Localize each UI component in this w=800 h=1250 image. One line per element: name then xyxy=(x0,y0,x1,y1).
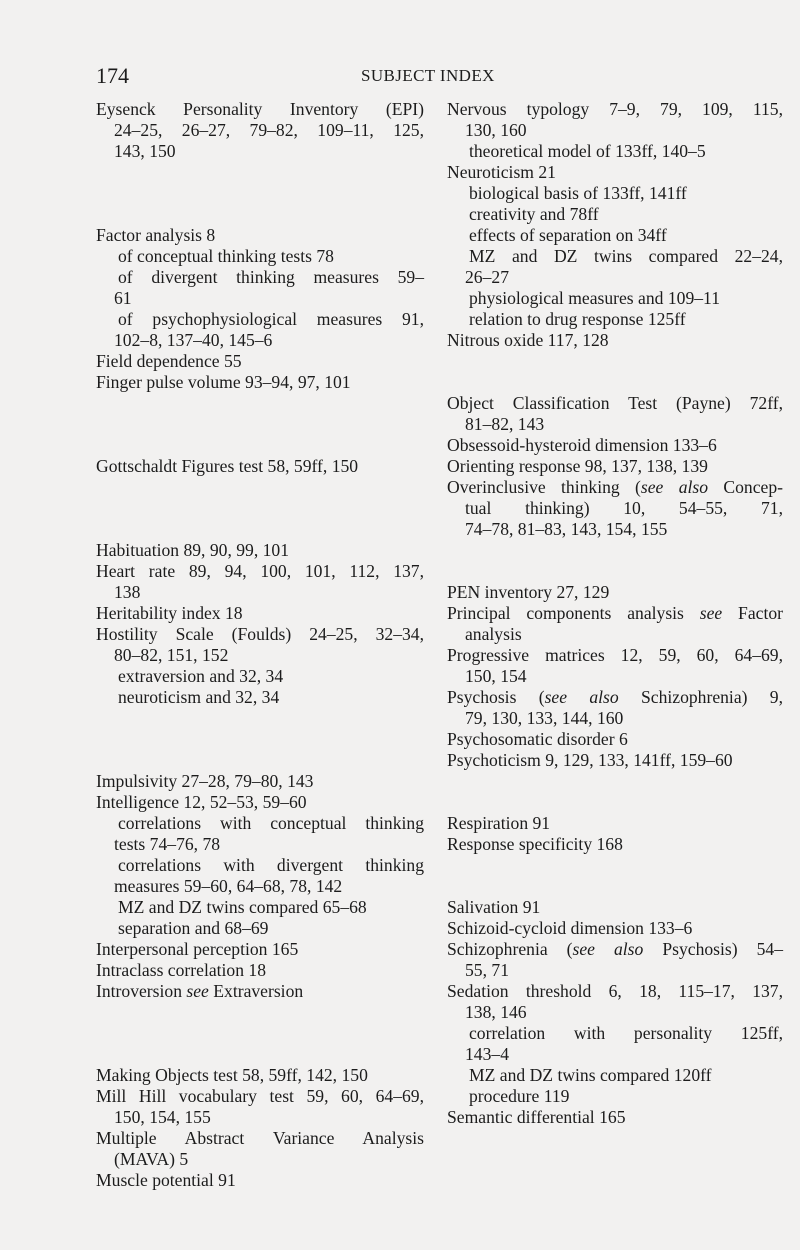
entry-spacer xyxy=(96,1044,424,1065)
entry-spacer xyxy=(447,876,783,897)
entry-spacer xyxy=(447,561,783,582)
entry-text: 143–4 xyxy=(465,1044,509,1064)
index-continuation xyxy=(447,267,783,288)
index-continuation xyxy=(447,498,783,519)
index-entry xyxy=(447,162,783,183)
entry-text: Response specificity 168 xyxy=(447,834,623,854)
entry-spacer xyxy=(96,183,424,204)
index-entry xyxy=(447,687,783,708)
index-entry xyxy=(96,1065,424,1086)
index-entry xyxy=(96,540,424,561)
index-continuation xyxy=(447,960,783,981)
entry-text: Factor analysis 8 xyxy=(96,225,216,245)
entry-text: procedure 119 xyxy=(469,1086,570,1106)
page-header xyxy=(96,63,756,93)
entry-text: 61 xyxy=(114,288,132,308)
entry-spacer xyxy=(96,1023,424,1044)
index-continuation xyxy=(96,120,424,141)
index-entry xyxy=(96,351,424,372)
index-entry xyxy=(447,750,783,771)
entry-text: biological basis of 133ff, 141ff xyxy=(469,183,687,203)
entry-text: Field dependence 55 xyxy=(96,351,242,371)
entry-text-after: Concep- xyxy=(708,477,783,497)
entry-text: Nitrous oxide 117, 128 xyxy=(447,330,609,350)
entry-text: Schizoid-cycloid dimension 133–6 xyxy=(447,918,693,938)
entry-text: Multiple Abstract Variance Analysis xyxy=(96,1128,424,1148)
index-subentry xyxy=(96,267,424,288)
index-continuation xyxy=(96,645,424,666)
index-entry xyxy=(447,330,783,351)
entry-text: Making Objects test 58, 59ff, 142, 150 xyxy=(96,1065,368,1085)
entry-text: 102–8, 137–40, 145–6 xyxy=(114,330,273,350)
entry-spacer xyxy=(96,162,424,183)
entry-text: creativity and 78ff xyxy=(469,204,599,224)
entry-text: 138, 146 xyxy=(465,1002,527,1022)
entry-text: 74–78, 81–83, 143, 154, 155 xyxy=(465,519,668,539)
entry-text: Interpersonal perception 165 xyxy=(96,939,299,959)
entry-spacer xyxy=(96,519,424,540)
entry-text: of divergent thinking measures 59– xyxy=(118,267,424,287)
entry-text: (MAVA) 5 xyxy=(114,1149,189,1169)
index-entry xyxy=(447,435,783,456)
index-continuation xyxy=(447,1044,783,1065)
index-subentry xyxy=(447,309,783,330)
entry-text: 130, 160 xyxy=(465,120,527,140)
entry-text: Psychosomatic disorder 6 xyxy=(447,729,628,749)
entry-text: Heart rate 89, 94, 100, 101, 112, 137, xyxy=(96,561,424,581)
entry-text: Obsessoid-hysteroid dimension 133–6 xyxy=(447,435,717,455)
entry-spacer xyxy=(447,372,783,393)
index-subentry xyxy=(96,246,424,267)
index-entry xyxy=(447,456,783,477)
entry-text-after: Psychosis) 54– xyxy=(643,939,783,959)
entry-text: Eysenck Personality Inventory (EPI) xyxy=(96,99,424,119)
index-continuation xyxy=(96,876,424,897)
entry-text: Finger pulse volume 93–94, 97, 101 xyxy=(96,372,351,392)
index-entry xyxy=(447,897,783,918)
entry-spacer xyxy=(96,477,424,498)
index-continuation xyxy=(447,1002,783,1023)
entry-text: Respiration 91 xyxy=(447,813,551,833)
entry-text: Intraclass correlation 18 xyxy=(96,960,267,980)
index-subentry xyxy=(447,225,783,246)
entry-text: 80–82, 151, 152 xyxy=(114,645,229,665)
index-continuation xyxy=(96,288,424,309)
page-number: 174 xyxy=(96,63,129,88)
entry-text: MZ and DZ twins compared 65–68 xyxy=(118,897,367,917)
see-reference: see xyxy=(186,981,209,1001)
entry-text: separation and 68–69 xyxy=(118,918,269,938)
entry-text: correlations with conceptual thinking xyxy=(118,813,424,833)
index-subentry xyxy=(447,1023,783,1044)
index-entry xyxy=(96,771,424,792)
index-continuation xyxy=(96,1149,424,1170)
index-entry xyxy=(447,393,783,414)
index-entry xyxy=(96,981,424,1002)
index-continuation xyxy=(96,834,424,855)
entry-text: 79, 130, 133, 144, 160 xyxy=(465,708,624,728)
entry-text: Gottschaldt Figures test 58, 59ff, 150 xyxy=(96,456,359,476)
entry-text-after: Schizophrenia) 9, xyxy=(618,687,783,707)
index-entry xyxy=(96,1086,424,1107)
index-entry xyxy=(96,456,424,477)
index-subentry xyxy=(447,1065,783,1086)
index-subentry xyxy=(447,288,783,309)
entry-spacer xyxy=(96,708,424,729)
entry-text: Mill Hill vocabulary test 59, 60, 64–69, xyxy=(96,1086,424,1106)
entry-text: Impulsivity 27–28, 79–80, 143 xyxy=(96,771,314,791)
entry-text: 150, 154 xyxy=(465,666,527,686)
entry-text: Heritability index 18 xyxy=(96,603,243,623)
entry-spacer xyxy=(447,771,783,792)
entry-text: Psychosis ( xyxy=(447,687,545,707)
entry-text: analysis xyxy=(465,624,522,644)
entry-spacer xyxy=(96,1002,424,1023)
entry-text: extraversion and 32, 34 xyxy=(118,666,284,686)
index-continuation xyxy=(447,120,783,141)
index-entry xyxy=(447,645,783,666)
index-continuation xyxy=(96,141,424,162)
index-entry xyxy=(96,1170,424,1191)
entry-text: correlation with personality 125ff, xyxy=(469,1023,783,1043)
index-entry xyxy=(96,1128,424,1149)
index-subentry xyxy=(96,309,424,330)
index-column-left xyxy=(96,99,424,1191)
index-entry xyxy=(96,792,424,813)
index-continuation xyxy=(447,666,783,687)
index-subentry xyxy=(447,141,783,162)
index-entry xyxy=(447,939,783,960)
index-column-right xyxy=(447,99,783,1128)
entry-text: 26–27 xyxy=(465,267,509,287)
entry-spacer xyxy=(447,855,783,876)
index-subentry xyxy=(96,666,424,687)
index-continuation xyxy=(447,519,783,540)
index-entry xyxy=(447,981,783,1002)
entry-text-after: Factor xyxy=(722,603,783,623)
entry-spacer xyxy=(447,351,783,372)
entry-spacer xyxy=(96,204,424,225)
entry-text-after: Extraversion xyxy=(208,981,304,1001)
index-entry xyxy=(96,960,424,981)
entry-text: Hostility Scale (Foulds) 24–25, 32–34, xyxy=(96,624,424,644)
see-reference: see also xyxy=(640,477,709,497)
entry-text: 143, 150 xyxy=(114,141,176,161)
index-entry xyxy=(96,624,424,645)
index-subentry xyxy=(96,897,424,918)
entry-text: Principal components analysis xyxy=(447,603,700,623)
see-reference: see also xyxy=(544,687,619,707)
index-subentry xyxy=(447,1086,783,1107)
entry-spacer xyxy=(96,750,424,771)
entry-text: Psychoticism 9, 129, 133, 141ff, 159–60 xyxy=(447,750,733,770)
entry-text: tual thinking) 10, 54–55, 71, xyxy=(465,498,783,518)
entry-text: tests 74–76, 78 xyxy=(114,834,221,854)
entry-text: 150, 154, 155 xyxy=(114,1107,211,1127)
entry-text: measures 59–60, 64–68, 78, 142 xyxy=(114,876,343,896)
index-subentry xyxy=(447,204,783,225)
entry-text: 81–82, 143 xyxy=(465,414,545,434)
entry-text: of psychophysiological measures 91, xyxy=(118,309,424,329)
index-subentry xyxy=(96,687,424,708)
entry-spacer xyxy=(96,435,424,456)
entry-spacer xyxy=(96,393,424,414)
index-entry xyxy=(447,603,783,624)
index-continuation xyxy=(447,624,783,645)
index-entry xyxy=(96,99,424,120)
index-continuation xyxy=(447,414,783,435)
entry-spacer xyxy=(447,540,783,561)
index-entry xyxy=(96,372,424,393)
index-entry xyxy=(96,561,424,582)
entry-text: Muscle potential 91 xyxy=(96,1170,236,1190)
entry-spacer xyxy=(96,729,424,750)
index-entry xyxy=(96,939,424,960)
entry-text: of conceptual thinking tests 78 xyxy=(118,246,334,266)
index-entry xyxy=(96,603,424,624)
index-entry xyxy=(447,1107,783,1128)
index-entry xyxy=(447,834,783,855)
entry-text: Schizophrenia ( xyxy=(447,939,573,959)
entry-spacer xyxy=(447,792,783,813)
entry-text: neuroticism and 32, 34 xyxy=(118,687,280,707)
entry-text: Habituation 89, 90, 99, 101 xyxy=(96,540,290,560)
entry-text: physiological measures and 109–11 xyxy=(469,288,720,308)
index-entry xyxy=(447,813,783,834)
index-subentry xyxy=(96,813,424,834)
entry-text: 138 xyxy=(114,582,141,602)
entry-text: relation to drug response 125ff xyxy=(469,309,686,329)
entry-text: Nervous typology 7–9, 79, 109, 115, xyxy=(447,99,783,119)
entry-text: MZ and DZ twins compared 120ff xyxy=(469,1065,712,1085)
index-entry xyxy=(447,99,783,120)
index-continuation xyxy=(96,582,424,603)
entry-spacer xyxy=(96,498,424,519)
index-subentry xyxy=(447,246,783,267)
entry-text: Semantic differential 165 xyxy=(447,1107,626,1127)
entry-text: effects of separation on 34ff xyxy=(469,225,667,245)
index-entry xyxy=(447,477,783,498)
index-entry xyxy=(447,729,783,750)
index-entry xyxy=(447,582,783,603)
see-reference: see xyxy=(699,603,723,623)
index-subentry xyxy=(96,918,424,939)
index-entry xyxy=(96,225,424,246)
running-head: SUBJECT INDEX xyxy=(361,66,495,85)
entry-text: Salivation 91 xyxy=(447,897,541,917)
index-entry xyxy=(447,918,783,939)
entry-text: Neuroticism 21 xyxy=(447,162,556,182)
entry-text: Introversion xyxy=(96,981,187,1001)
index-continuation xyxy=(447,708,783,729)
entry-text: MZ and DZ twins compared 22–24, xyxy=(469,246,783,266)
entry-text: Intelligence 12, 52–53, 59–60 xyxy=(96,792,307,812)
index-continuation xyxy=(96,1107,424,1128)
see-reference: see also xyxy=(572,939,644,959)
entry-text: Sedation threshold 6, 18, 115–17, 137, xyxy=(447,981,783,1001)
entry-text: 55, 71 xyxy=(465,960,509,980)
entry-text: Progressive matrices 12, 59, 60, 64–69, xyxy=(447,645,783,665)
entry-text: PEN inventory 27, 129 xyxy=(447,582,610,602)
entry-spacer xyxy=(96,414,424,435)
entry-text: Overinclusive thinking ( xyxy=(447,477,641,497)
index-subentry xyxy=(96,855,424,876)
entry-text: theoretical model of 133ff, 140–5 xyxy=(469,141,706,161)
index-subentry xyxy=(447,183,783,204)
entry-text: Object Classification Test (Payne) 72ff, xyxy=(447,393,783,413)
entry-text: correlations with divergent thinking xyxy=(118,855,424,875)
entry-text: Orienting response 98, 137, 138, 139 xyxy=(447,456,708,476)
index-continuation xyxy=(96,330,424,351)
entry-text: 24–25, 26–27, 79–82, 109–11, 125, xyxy=(114,120,424,140)
